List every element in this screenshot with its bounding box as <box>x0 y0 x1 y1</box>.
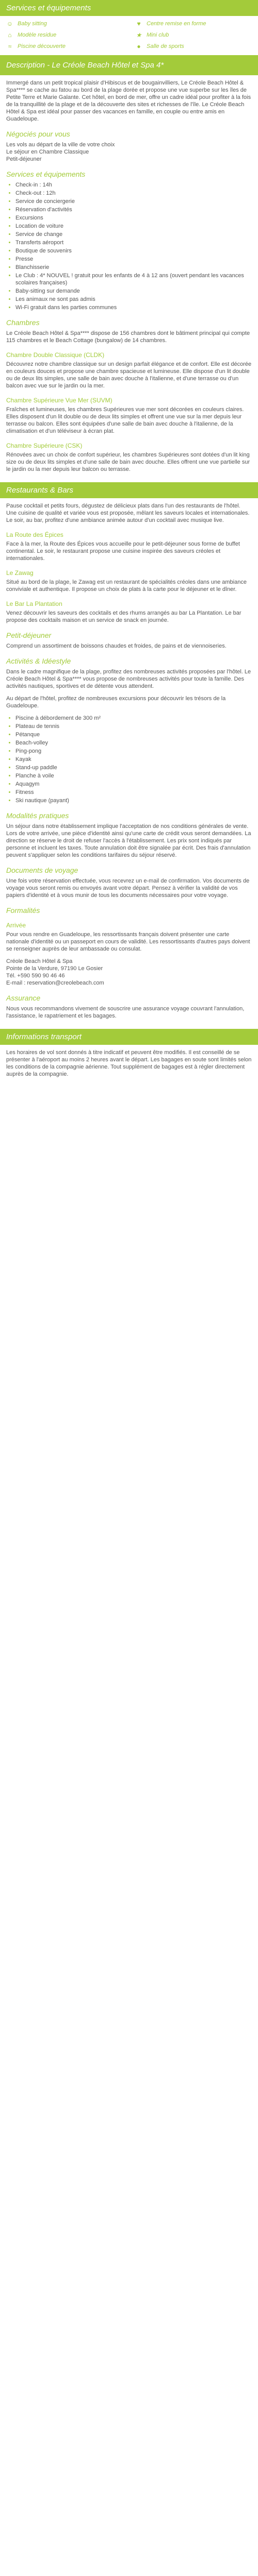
list-item: • Planche à voile <box>15 772 252 779</box>
rest3-text: Venez découvrir les saveurs des cocktails et des rhums arrangés au bar La Plantation. Le bar propose des cocktails maison et un service de snack en journée. <box>6 610 241 623</box>
list-item: • Plateau de tennis <box>15 723 252 730</box>
rest2-title: Le Zawag <box>6 569 34 577</box>
list-item: • Excursions <box>15 214 252 222</box>
list-item: • Presse <box>15 256 252 263</box>
amenity-label: Piscine découverte <box>18 43 66 49</box>
list-item: • Baby-sitting sur demande <box>15 287 252 295</box>
breakfast-title: Petit-déjeuner <box>6 631 52 639</box>
room1-text: Découvrez notre chambre classique sur un design parfait élégance et de confort. Elle est décorée en couleurs douces et propose une chambre spacieuse et lumineuse. Elle dispose d'un lit double ou de deux lits simples, une salle de bain avec douche à l'italienne, et d'une terrasse ou d'un balcon avec vue sur le jardin ou la mer. <box>6 361 252 389</box>
amenity-item <box>6 31 135 39</box>
list-item: • Beach-volley <box>15 739 252 747</box>
description-title: Description - Le Créole Beach Hôtel et Spa 4* <box>0 55 258 75</box>
room1-title: Chambre Double Classique (CLDK) <box>6 351 105 359</box>
conditions-title: Modalités pratiques <box>6 811 69 820</box>
documents-text: Une fois votre réservation effectuée, vous recevrez un e-mail de confirmation. Vos documents de voyage vous seront remis ou envoyés avant votre départ. Pensez à vérifier la validité de vos papiers d'identité et à vous munir de tous les documents nécessaires pour votre voyage. <box>6 878 250 899</box>
info-title: Informations transport <box>0 1029 258 1045</box>
activities-title: Activités & Idéestyle <box>6 657 71 665</box>
activities-list <box>6 715 252 804</box>
info-text: Les horaires de vol sont donnés à titre indicatif et peuvent être modifiés. Il est conseillé de se présenter à l'aéroport au moins 2 heures avant le départ. Les bagages en soute sont limités selon les conditions de la compagnie aérienne. Tout supplément de bagages est à régler directement auprès de la compagnie. <box>6 1049 252 1077</box>
rooms-intro: Le Créole Beach Hôtel & Spa**** dispose de 156 chambres dont le bâtiment principal qui compte 115 chambres et le Beach Cottage (bungalow) de 14 chambres. <box>6 330 250 344</box>
services-title: Services et équipements <box>0 0 258 16</box>
amenity-item <box>6 43 135 50</box>
list-item: • Kayak <box>15 756 252 763</box>
formalities-text: Pour vous rendre en Guadeloupe, les ressortissants français doivent présenter une carte nationale d'identité ou un passeport en cours de validité. Les ressortissants d'autres pays doivent se renseigner auprès de leur ambassade ou consulat. <box>6 931 250 952</box>
fitness-icon: ♥ <box>137 20 141 27</box>
guests-text: Les vols au départ de la ville de votre choix Le séjour en Chambre Classique Petit-déjeuner <box>6 142 115 162</box>
rest1-text: Face à la mer, la Route des Épices vous accueille pour le petit-déjeuner sous forme de buffet continental. Le soir, le restaurant propose une cuisine inspirée des saveurs créoles et internationales. <box>6 541 240 562</box>
amenity-label: Modèle residue <box>18 32 57 38</box>
guests-title: Négociés pour vous <box>6 130 70 138</box>
kids-club-icon: ★ <box>136 31 142 39</box>
conditions-text: Un séjour dans notre établissement implique l'acceptation de nos conditions générales de vente. Lors de votre arrivée, une pièce d'identité ainsi qu'une carte de crédit vous seront demandées. La direction se réserve le droit de refuser l'accès à l'établissement. Les prix sont indiqués par personne et incluent les taxes. Toute annulation doit être signalée par écrit. Des frais d'annulation peuvent s'appliquer selon les conditions tarifaires du séjour réservé. <box>6 823 251 858</box>
room3-title: Chambre Supérieure (CSK) <box>6 442 83 449</box>
list-item: • Réservation d'activités <box>15 206 252 213</box>
list-item: • Pétanque <box>15 731 252 738</box>
breakfast-text: Comprend un assortiment de boissons chaudes et froides, de pains et de viennoiseries. <box>6 643 227 649</box>
list-item: • Transferts aéroport <box>15 239 252 246</box>
list-item: • Fitness <box>15 789 252 796</box>
contact-text: Créole Beach Hôtel & Spa Pointe de la Verdure, 97190 Le Gosier Tél. +590 590 90 46 46 E-mail : reservation@creolebeach.com <box>6 958 104 986</box>
activities-text: Dans le cadre magnifique de la plage, profitez des nombreuses activités proposées par l'hôtel. Le Créole Beach Hôtel & Spa**** vous propose de nombreuses activités pour toute la famille. Des activités nautiques, sportives et de détente vous attendent. <box>6 669 251 689</box>
assurances-title: Assurance <box>6 994 41 1002</box>
amenity-item <box>135 43 258 50</box>
list-item: • Le Club : 4* NOUVEL ! gratuit pour les enfants de 4 à 12 ans (ouvert pendant les vacances scolaires françaises) <box>15 272 252 286</box>
amenity-item <box>6 20 135 27</box>
amenity-label: Centre remise en forme <box>147 21 206 27</box>
documents-title: Documents de voyage <box>6 866 78 874</box>
list-item: • Service de conciergerie <box>15 198 252 205</box>
sports-icon: ● <box>137 43 141 50</box>
services-subtitle: Services et équipements <box>6 170 86 178</box>
amenity-item <box>135 31 258 39</box>
list-item: • Piscine à débordement de 300 m² <box>15 715 252 722</box>
services-list <box>6 181 252 311</box>
rooms-title: Chambres <box>6 318 40 327</box>
list-item: • Blanchisserie <box>15 264 252 271</box>
model-icon: ⌂ <box>8 31 12 39</box>
list-item: • Stand-up paddle <box>15 764 252 771</box>
list-item: • Check-in : 14h <box>15 181 252 189</box>
formalities-subtitle: Arrivée <box>6 922 26 929</box>
room2-title: Chambre Supérieure Vue Mer (SUVM) <box>6 397 112 404</box>
rest2-text: Situé au bord de la plage, le Zawag est un restaurant de spécialités créoles dans une ambiance conviviale et authentique. Il propose un choix de plats à la carte pour le déjeuner et le dîner. <box>6 579 247 592</box>
amenity-item <box>135 20 258 27</box>
rest1-title: La Route des Épices <box>6 531 63 538</box>
list-item: • Location de voiture <box>15 223 252 230</box>
room3-text: Rénovées avec un choix de confort supérieur, les chambres Supérieures sont dotées d'un lit king size ou de deux lits simples et d'une salle de bain avec douche. Elles offrent une vue partielle sur le jardin ou la mer depuis leur balcon ou terrasse. <box>6 452 250 472</box>
restaurants-intro: Pause cocktail et petits fours, dégustez de délicieux plats dans l'un des restaurants de l'hôtel. Une cuisine de qualité et variée vous est proposée, mêlant les saveurs locales et internationales. Le soir, au bar, profitez d'une ambiance animée autour d'un cocktail avec musique live. <box>6 503 250 523</box>
pool-icon: ≈ <box>8 43 12 50</box>
list-item: • Aquagym <box>15 781 252 788</box>
amenities-grid <box>0 16 258 55</box>
room2-text: Fraîches et lumineuses, les chambres Supérieures vue mer sont décorées en couleurs claires. Elles disposent d'un lit double ou de deux lits simples et offrent une vue sur la mer depuis leur terrasse ou balcon. Elles sont équipées d'une salle de bain avec douche à l'italienne, de la climatisation et d'un téléviseur à écran plat. <box>6 406 244 434</box>
list-item: • Service de change <box>15 231 252 238</box>
list-item: • Check-out : 12h <box>15 190 252 197</box>
restaurants-title: Restaurants & Bars <box>0 482 258 498</box>
rest3-title: Le Bar La Plantation <box>6 600 62 607</box>
amenity-label: Salle de sports <box>147 43 184 49</box>
assurances-text: Nous vous recommandons vivement de souscrire une assurance voyage couvrant l'annulation, l'assistance, le rapatriement et les bagages. <box>6 1006 245 1019</box>
list-item: • Ping-pong <box>15 748 252 755</box>
list-item: • Wi-Fi gratuit dans les parties communes <box>15 304 252 311</box>
amenity-label: Mini club <box>147 32 169 38</box>
list-item: • Les animaux ne sont pas admis <box>15 296 252 303</box>
formalities-title: Formalités <box>6 906 40 914</box>
list-item: • Ski nautique (payant) <box>15 797 252 804</box>
list-item: • Boutique de souvenirs <box>15 247 252 255</box>
amenity-label: Baby sitting <box>18 21 47 27</box>
baby-icon: ☺ <box>6 20 13 27</box>
intro-text: Immergé dans un petit tropical plaisir d'Hibiscus et de bougainvilliers, Le Créole Beach Hôtel & Spa**** se cache au fatou au bord de la plage dorée et propose une vue superbe sur les îles de Petite Terre et Marie Galante. Cet hôtel, en bord de mer, offre un cadre idéal pour profiter à la fois de la tranquillité de la plage et de la découverte des sites et richesses de l'île. Le Créole Beach Hôtel & Spa est idéal pour passer des vacances en famille, en couple ou entre amis en Guadeloupe. <box>6 80 251 122</box>
activities-intro2: Au départ de l'hôtel, profitez de nombreuses excursions pour découvrir les trésors de la Guadeloupe. <box>6 696 226 709</box>
